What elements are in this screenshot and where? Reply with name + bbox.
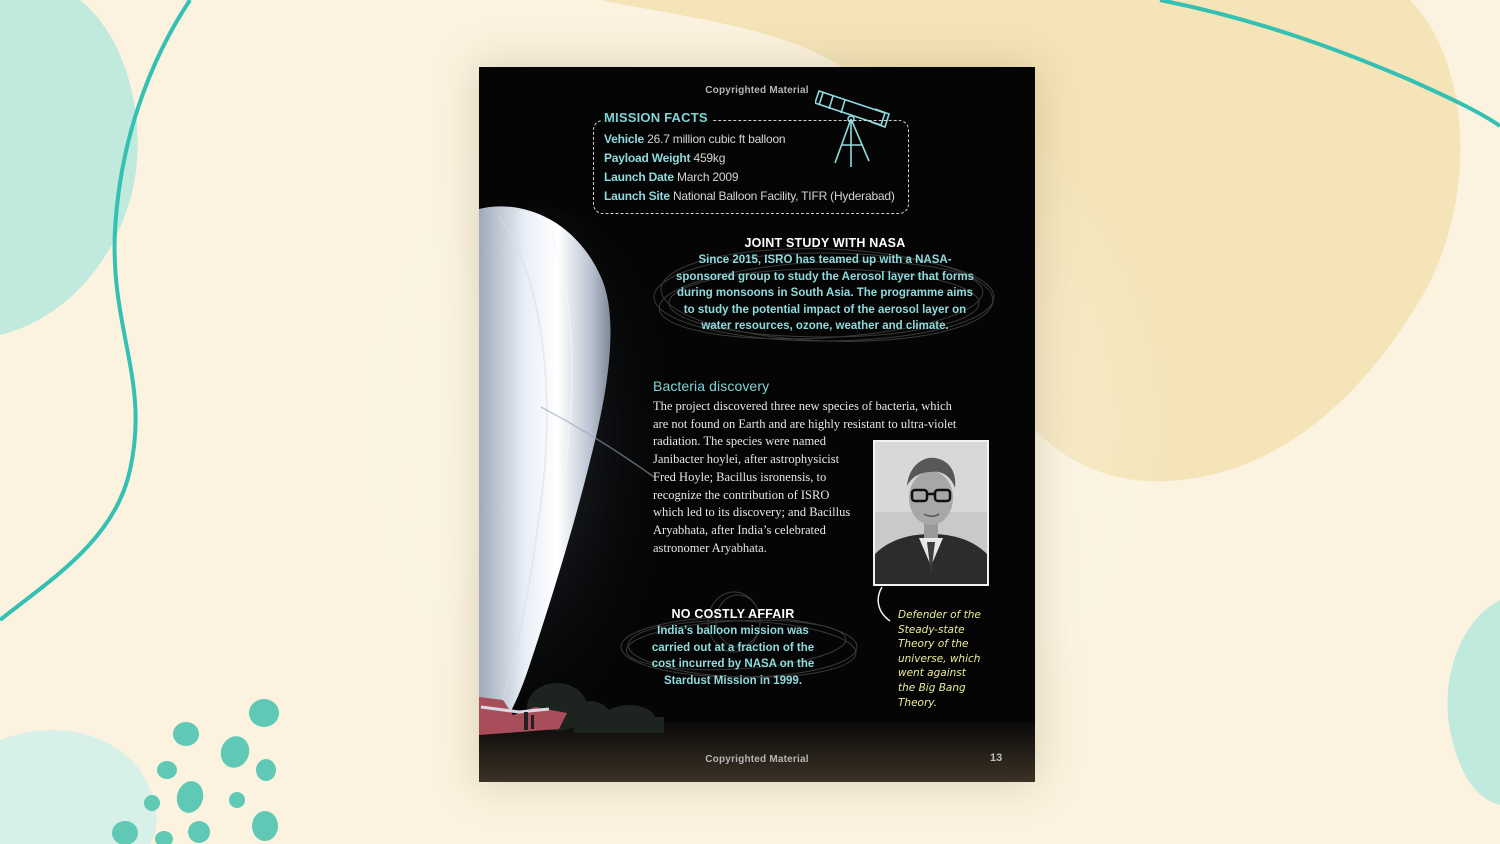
text-line: sponsored group to study the Aerosol layer that forms [676,270,974,283]
text-line: astronomer Aryabhata. [653,540,767,555]
text-line: Aryabhata, after India’s celebrated [653,522,826,537]
fact-value: 26.7 million cubic ft balloon [647,132,786,146]
text-line: Stardust Mission in 1999. [663,674,803,687]
text-line: Fred Hoyle; Bacillus isronensis, to [653,469,827,484]
caption-line: the Big Bang [898,681,966,694]
text-line: recognize the contribution of ISRO [653,487,830,502]
joint-study-body [675,252,975,335]
fact-label: Payload Weight [604,151,691,165]
caption-line: went against [898,667,966,680]
caption-line: Steady-state [898,623,965,636]
book-page [479,67,1035,782]
page-number: 13 [990,752,1003,764]
text-line: cost incurred by NASA on the [651,658,815,671]
mint-blob-right [1447,600,1500,805]
caption-line: universe, which [898,652,981,665]
fact-launch-date [604,170,738,184]
fact-vehicle [604,132,785,146]
mission-facts-title: MISSION FACTS [601,110,712,125]
photo-caption [898,608,981,710]
caption-line: Theory of the [898,638,969,651]
fact-value: March 2009 [676,170,739,184]
text-line: India’s balloon mission was [657,625,809,637]
fact-value: 459kg [693,151,726,165]
fact-value: National Balloon Facility, TIFR (Hyderabad) [672,189,895,203]
text-line: Since 2015, ISRO has teamed up with a NASA- [698,254,952,266]
no-costly-affair-body [633,623,833,689]
text-line: water resources, ozone, weather and climate. [701,320,949,333]
caption-line: Theory. [898,696,938,709]
no-costly-affair-title: NO COSTLY AFFAIR [671,607,795,621]
text-line: to study the potential impact of the aerosol layer on [683,303,967,316]
joint-study-title: JOINT STUDY WITH NASA [744,236,906,250]
text-line: are not found on Earth and are highly resistant to ultra-violet [653,416,957,431]
fact-label: Vehicle [604,132,644,146]
bacteria-title: Bacteria discovery [653,378,770,394]
copyright-footer: Copyrighted Material [705,754,809,765]
text-line: carried out at a fraction of the [651,641,815,654]
fact-launch-site [604,189,895,203]
fact-label: Launch Date [604,170,674,184]
copyright-header: Copyrighted Material [705,85,809,96]
portrait-photo [873,440,989,586]
fact-payload-weight [604,151,725,165]
caption-pointer [874,585,898,625]
text-line: Janibacter hoylei, after astrophysicist [653,452,840,467]
text-line: which led to its discovery; and Bacillus [653,505,851,520]
text-line: radiation. The species were named [653,434,826,449]
text-line: during monsoons in South Asia. The programme aims [676,287,974,300]
text-line: The project discovered three new species of bacteria, which [653,399,952,413]
caption-line: Defender of the [898,609,981,621]
fact-label: Launch Site [604,189,670,203]
